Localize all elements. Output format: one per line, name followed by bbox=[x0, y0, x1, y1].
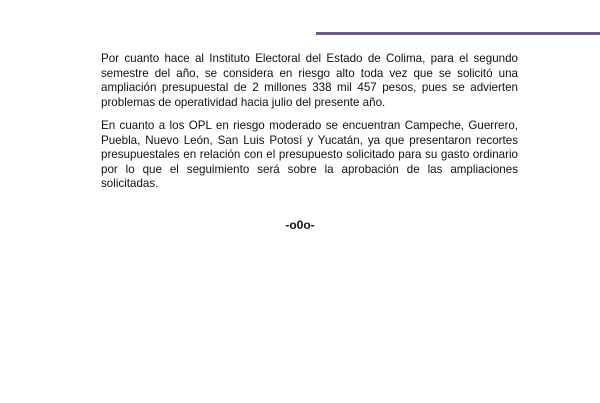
document-body bbox=[101, 52, 518, 201]
header-rule bbox=[316, 32, 600, 35]
closing-mark: -o0o- bbox=[285, 218, 315, 232]
paragraph-colima: Por cuanto hace al Instituto Electoral del Estado de Colima, para el segundo semestre del año, se considera en riesgo alto toda vez que se solicitó una ampliación presupuestal de 2 millones 338 mil 457 pesos, pues se advierten problemas de operatividad hacia julio del presente año. bbox=[101, 52, 518, 109]
paragraph-riesgo-moderado: En cuanto a los OPL en riesgo moderado se encuentran Campeche, Guerrero, Puebla, Nuevo León, San Luis Potosí y Yucatán, ya que presentaron recortes presupuestales en relación con el presupuesto solicitado para su gasto ordinario por lo que el seguimiento será sobre la aprobación de las ampliaciones solicitadas. bbox=[101, 119, 518, 190]
